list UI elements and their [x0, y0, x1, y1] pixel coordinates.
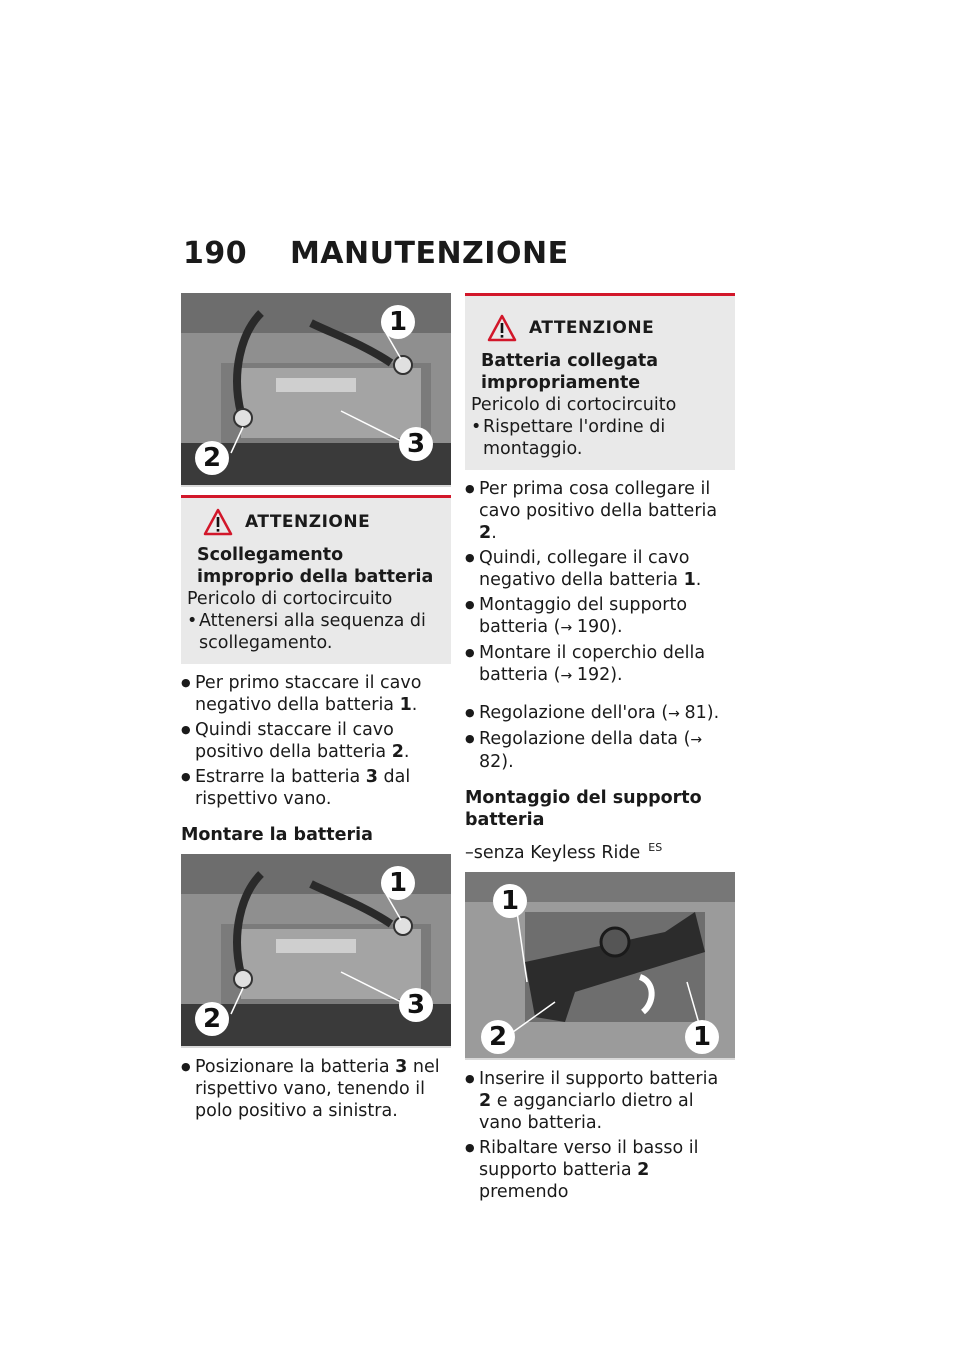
warning-bullet: • Attenersi alla sequenza di scollegamento.: [187, 610, 443, 654]
battery-install-figure: [181, 854, 451, 1048]
warning-title: ATTENZIONE: [245, 512, 371, 532]
list-item: ● Montaggio del supporto batteria (→ 190).: [465, 594, 735, 639]
callout-2: 2: [481, 1020, 515, 1054]
section-heading: Montare la batteria: [181, 825, 373, 845]
section-heading: Montaggio del supporto batteria: [465, 788, 702, 830]
list-item: ● Per prima cosa collegare il cavo positivo della batteria 2.: [465, 478, 735, 544]
removal-steps: [181, 672, 451, 810]
list-item: ● Inserire il supporto batteria 2 e agganciarlo dietro al vano batteria.: [465, 1068, 735, 1134]
list-item: ● Per primo staccare il cavo negativo della batteria 1.: [181, 672, 451, 716]
warning-triangle-icon: [487, 314, 517, 342]
battery-removal-figure: [181, 293, 451, 487]
page-reference-link[interactable]: 82: [479, 752, 502, 772]
list-item: ● Montare il coperchio della batteria (→ 192).: [465, 642, 735, 687]
battery-support-figure: [465, 872, 735, 1060]
right-column: [465, 293, 735, 1203]
warning-bullet: • Rispettare l'ordine di montaggio.: [471, 416, 727, 460]
arrow-right-icon: →: [690, 732, 702, 748]
callout-1: 1: [381, 305, 415, 339]
page-reference-link[interactable]: 192: [576, 665, 611, 685]
page-reference-link[interactable]: 190: [576, 617, 611, 637]
callout-1: 1: [685, 1020, 719, 1054]
callout-1: 1: [493, 884, 527, 918]
list-item: ● Quindi staccare il cavo positivo della batteria 2.: [181, 719, 451, 763]
warning-subtitle: Batteria collegata impropriamente: [481, 351, 659, 393]
callout-2: 2: [195, 1002, 229, 1036]
arrow-right-icon: →: [560, 668, 572, 684]
list-item: ● Regolazione dell'ora (→ 81).: [465, 702, 735, 725]
warning-risk: Pericolo di cortocircuito: [471, 395, 677, 415]
equipment-code: ES: [648, 841, 663, 854]
list-item: ● Posizionare la batteria 3 nel rispettivo vano, tenendo il polo positivo a sinistra.: [181, 1056, 451, 1122]
warning-subtitle: Scollegamento improprio della batteria: [197, 545, 434, 587]
warning-triangle-icon: [203, 508, 233, 536]
callout-3: 3: [399, 988, 433, 1022]
support-steps: [465, 1068, 735, 1203]
list-item: ● Estrarre la batteria 3 dal rispettivo vano.: [181, 766, 451, 810]
install-steps: [465, 478, 735, 687]
page-header: [183, 236, 569, 271]
callout-2: 2: [195, 441, 229, 475]
list-item: ● Regolazione della data (→ 82).: [465, 728, 735, 773]
arrow-right-icon: →: [560, 620, 572, 636]
warning-title: ATTENZIONE: [529, 318, 655, 338]
left-column: [181, 293, 451, 1122]
warning-box: [181, 495, 451, 664]
section-title: MANUTENZIONE: [289, 236, 569, 271]
callout-3: 3: [399, 427, 433, 461]
list-item: ● Ribaltare verso il basso il supporto batteria 2 premendo: [465, 1137, 735, 1203]
page-reference-link[interactable]: 81: [684, 703, 707, 723]
page-number: 190: [183, 236, 248, 271]
callout-1: 1: [381, 866, 415, 900]
list-item: ● Quindi, collegare il cavo negativo della batteria 1.: [465, 547, 735, 591]
arrow-right-icon: →: [668, 706, 679, 722]
warning-risk: Pericolo di cortocircuito: [187, 589, 393, 609]
warning-box: [465, 293, 735, 470]
section-subheading: –senza Keyless Ride $^{ES}$: [465, 841, 663, 863]
